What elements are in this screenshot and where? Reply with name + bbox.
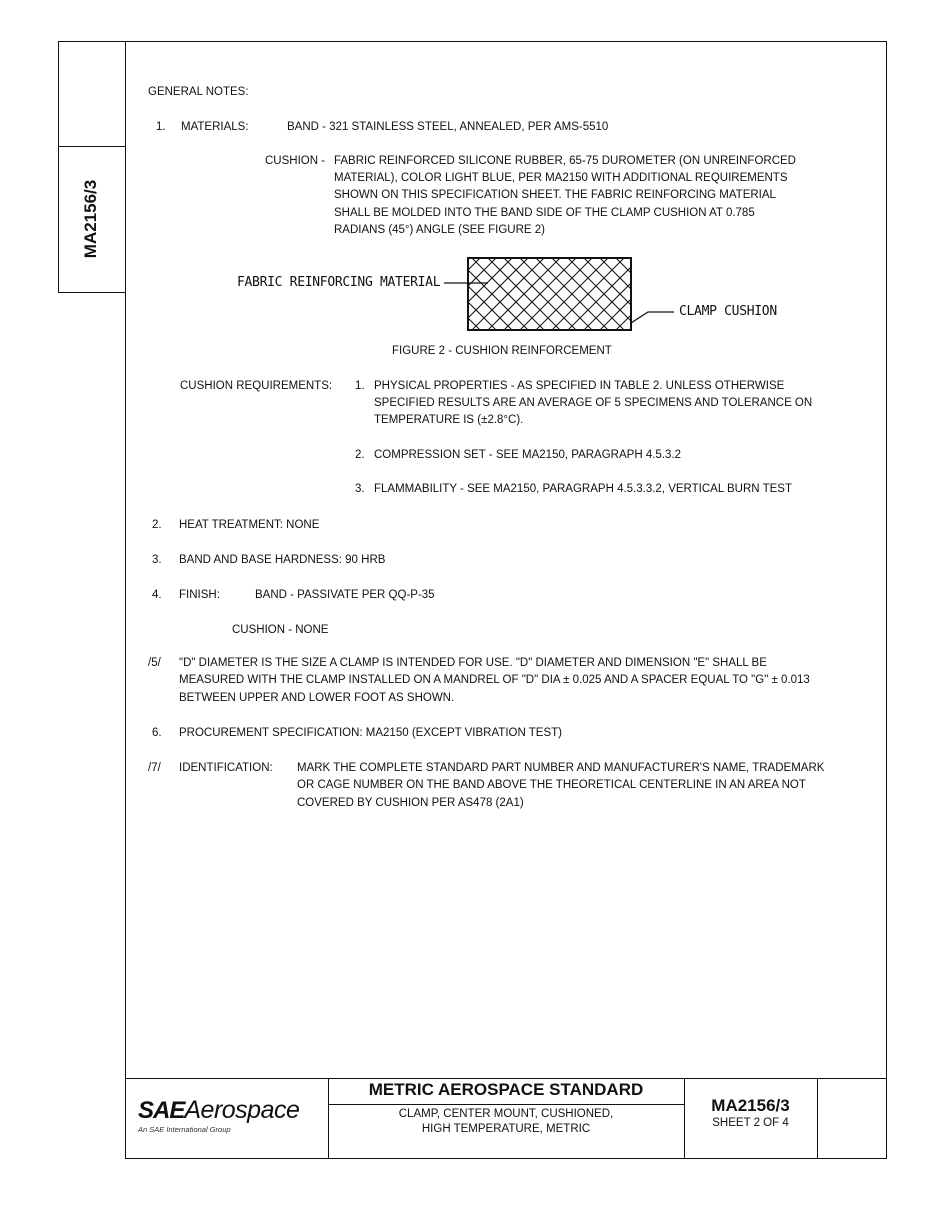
cushion-req-line: PHYSICAL PROPERTIES - AS SPECIFIED IN TABLE 2. UNLESS OTHERWISE <box>374 380 785 392</box>
note-1-cushion-line: FABRIC REINFORCED SILICONE RUBBER, 65-75 DUROMETER (ON UNREINFORCED <box>334 155 796 167</box>
note-3-text: BAND AND BASE HARDNESS: 90 HRB <box>179 554 386 566</box>
title-block-doc-number: MA2156/3 <box>711 1096 790 1115</box>
title-block-divider <box>817 1078 818 1159</box>
cushion-req-label: CUSHION REQUIREMENTS: <box>180 380 333 392</box>
figure-caption: FIGURE 2 - CUSHION REINFORCEMENT <box>392 345 612 357</box>
description-line-2: HIGH TEMPERATURE, METRIC <box>421 1123 591 1135</box>
note-1-cushion-label: CUSHION - <box>265 155 326 167</box>
note-7-line: COVERED BY CUSHION PER AS478 (2A1) <box>297 797 524 809</box>
right-leader-line <box>631 312 674 323</box>
note-1-cushion-line: SHALL BE MOLDED INTO THE BAND SIDE OF THE CLAMP CUSHION AT 0.785 <box>334 207 755 219</box>
cushion-req-number: 2. <box>355 449 365 461</box>
figure-label-cushion: CLAMP CUSHION <box>679 304 777 319</box>
note-1-band: BAND - 321 STAINLESS STEEL, ANNEALED, PER AMS-5510 <box>287 121 609 133</box>
sae-aerospace-logo <box>138 1096 299 1125</box>
note-4-number: 4. <box>152 589 162 601</box>
figure-2-drawing <box>236 252 796 342</box>
note-7-line: OR CAGE NUMBER ON THE BAND ABOVE THE THEORETICAL CENTERLINE IN AN AREA NOT <box>297 779 806 791</box>
logo-aerospace-text: Aerospace <box>184 1096 300 1124</box>
note-2-text: HEAT TREATMENT: NONE <box>179 519 320 531</box>
standard-title: METRIC AEROSPACE STANDARD <box>368 1080 644 1099</box>
logo-subtitle: An SAE International Group <box>138 1125 231 1134</box>
note-7-line: MARK THE COMPLETE STANDARD PART NUMBER AND MANUFACTURER'S NAME, TRADEMARK <box>297 762 825 774</box>
side-tab-divider <box>58 146 126 147</box>
logo-sae-text: SAE <box>138 1097 185 1124</box>
cushion-req-number: 1. <box>355 380 365 392</box>
cushion-req-line: FLAMMABILITY - SEE MA2150, PARAGRAPH 4.5.3.3.2, VERTICAL BURN TEST <box>374 483 792 495</box>
note-1-label: MATERIALS: <box>181 121 249 133</box>
cushion-req-line: COMPRESSION SET - SEE MA2150, PARAGRAPH 4.5.3.2 <box>374 449 681 461</box>
figure-label-fabric: FABRIC REINFORCING MATERIAL <box>237 275 441 290</box>
cushion-req-number: 3. <box>355 483 365 495</box>
cushion-req-line: TEMPERATURE IS (±2.8°C). <box>374 414 524 426</box>
note-7-number: /7/ <box>148 762 161 774</box>
note-3-number: 3. <box>152 554 162 566</box>
note-5-line: "D" DIAMETER IS THE SIZE A CLAMP IS INTENDED FOR USE. "D" DIAMETER AND DIMENSION "E" SHALL BE <box>179 657 767 669</box>
description-line-1: CLAMP, CENTER MOUNT, CUSHIONED, <box>398 1108 614 1120</box>
note-7-label: IDENTIFICATION: <box>179 762 273 774</box>
note-4-label: FINISH: <box>179 589 220 601</box>
note-2-number: 2. <box>152 519 162 531</box>
notes-heading: GENERAL NOTES: <box>148 86 249 98</box>
crosshatch-pattern <box>408 258 704 330</box>
note-6-text: PROCUREMENT SPECIFICATION: MA2150 (EXCEPT VIBRATION TEST) <box>179 727 562 739</box>
title-block-inner-rule <box>328 1104 684 1105</box>
note-5-line: BETWEEN UPPER AND LOWER FOOT AS SHOWN. <box>179 692 455 704</box>
note-5-line: MEASURED WITH THE CLAMP INSTALLED ON A MANDREL OF "D" DIA ± 0.025 AND A SPACER EQUAL TO "G" ± 0.013 <box>179 674 810 686</box>
note-4-band: BAND - PASSIVATE PER QQ-P-35 <box>255 589 435 601</box>
side-doc-number: MA2156/3 <box>81 179 100 259</box>
title-block-top-rule <box>125 1078 887 1079</box>
note-4-cushion: CUSHION - NONE <box>232 624 329 636</box>
note-1-cushion-line: MATERIAL), COLOR LIGHT BLUE, PER MA2150 WITH ADDITIONAL REQUIREMENTS <box>334 172 788 184</box>
note-1-cushion-line: SHOWN ON THIS SPECIFICATION SHEET. THE FABRIC REINFORCING MATERIAL <box>334 189 776 201</box>
note-6-number: 6. <box>152 727 162 739</box>
note-5-number: /5/ <box>148 657 161 669</box>
note-1-number: 1. <box>156 121 166 133</box>
cushion-req-line: SPECIFIED RESULTS ARE AN AVERAGE OF 5 SPECIMENS AND TOLERANCE ON <box>374 397 813 409</box>
sheet-number: SHEET 2 OF 4 <box>712 1117 789 1129</box>
note-1-cushion-line: RADIANS (45°) ANGLE (SEE FIGURE 2) <box>334 224 546 236</box>
